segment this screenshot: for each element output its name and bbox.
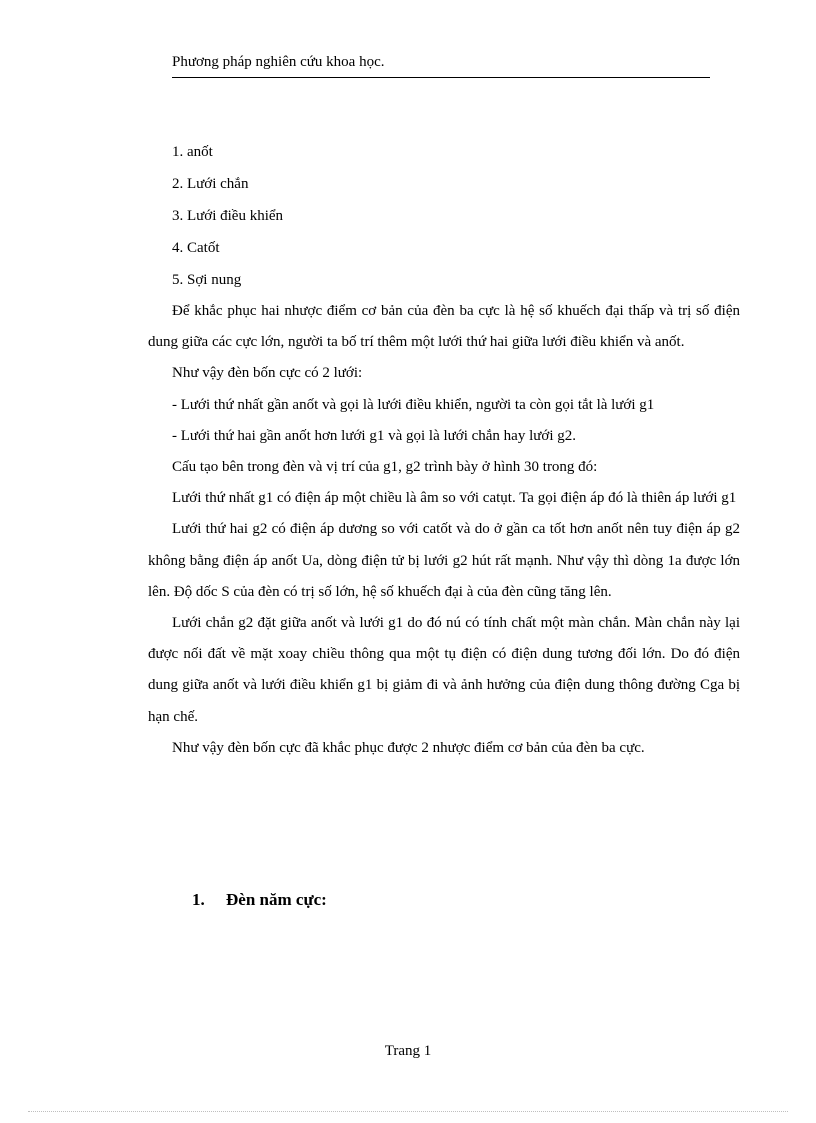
header-title: Phương pháp nghiên cứu khoa học. [172, 54, 385, 70]
paragraph: Cấu tạo bên trong đèn và vị trí của g1, g2 trình bày ở hình 30 trong đó: [172, 459, 598, 476]
paragraph: Để khắc phục hai nhược điểm cơ bản của đèn ba cực là hệ số khuếch đại thấp và trị số điện dung giữa các cực lớn, người ta bố trí thêm một lưới thứ hai giữa lưới điều khiển và anốt. [148, 303, 740, 351]
page-header [172, 52, 710, 78]
list-item: 1. anốt [172, 144, 213, 160]
paragraph: - Lưới thứ nhất gần anốt và gọi là lưới điều khiển, người ta còn gọi tắt là lưới g1 [172, 396, 655, 413]
page-bottom-divider [28, 1111, 788, 1112]
paragraph: Lưới thứ nhất g1 có điện áp một chiều là âm so với catụt. Ta gọi điện áp đó là thiên áp lưới g1 [172, 490, 737, 507]
paragraph: Lưới chắn g2 đặt giữa anốt và lưới g1 do đó nú có tính chất một màn chắn. Màn chắn này lại được nối đất về mặt xoay chiều thông qua một tụ điện có điện dung tương đối lớn. Do đó điện dung giữa anốt và lưới điều khiển g1 bị giảm đi và ảnh hưởng của điện dung thông đường Cga bị hạn chế. [148, 615, 740, 725]
page-footer [0, 1040, 816, 1062]
section-title: Đèn năm cực: [226, 890, 327, 909]
list-item: 4. Catốt [172, 240, 220, 256]
page-number: Trang 1 [384, 1043, 432, 1059]
paragraph: - Lưới thứ hai gần anốt hơn lưới g1 và gọi là lưới chắn hay lưới g2. [172, 427, 576, 444]
paragraph: Lưới thứ hai g2 có điện áp dương so với catốt và do ở gần ca tốt hơn anốt nên tuy điện áp g2 không bằng điện áp anốt Ua, dòng điện tử bị lưới g2 hút rất mạnh. Như vậy thì dòng 1a được lớn lên. Độ dốc S của đèn có trị số lớn, hệ số khuếch đại à của đèn cũng tăng lên. [148, 521, 740, 600]
section-number: 1. [192, 890, 205, 909]
paragraph: Như vậy đèn bốn cực có 2 lưới: [172, 365, 363, 382]
list-item: 2. Lưới chắn [172, 176, 249, 192]
body-text [148, 296, 740, 764]
list-item: 3. Lưới điều khiển [172, 208, 284, 224]
numbered-list [172, 140, 283, 300]
section-heading [192, 888, 327, 912]
list-item: 5. Sợi nung [172, 272, 242, 288]
paragraph: Như vậy đèn bốn cực đã khắc phục được 2 nhược điểm cơ bản của đèn ba cực. [172, 739, 645, 756]
